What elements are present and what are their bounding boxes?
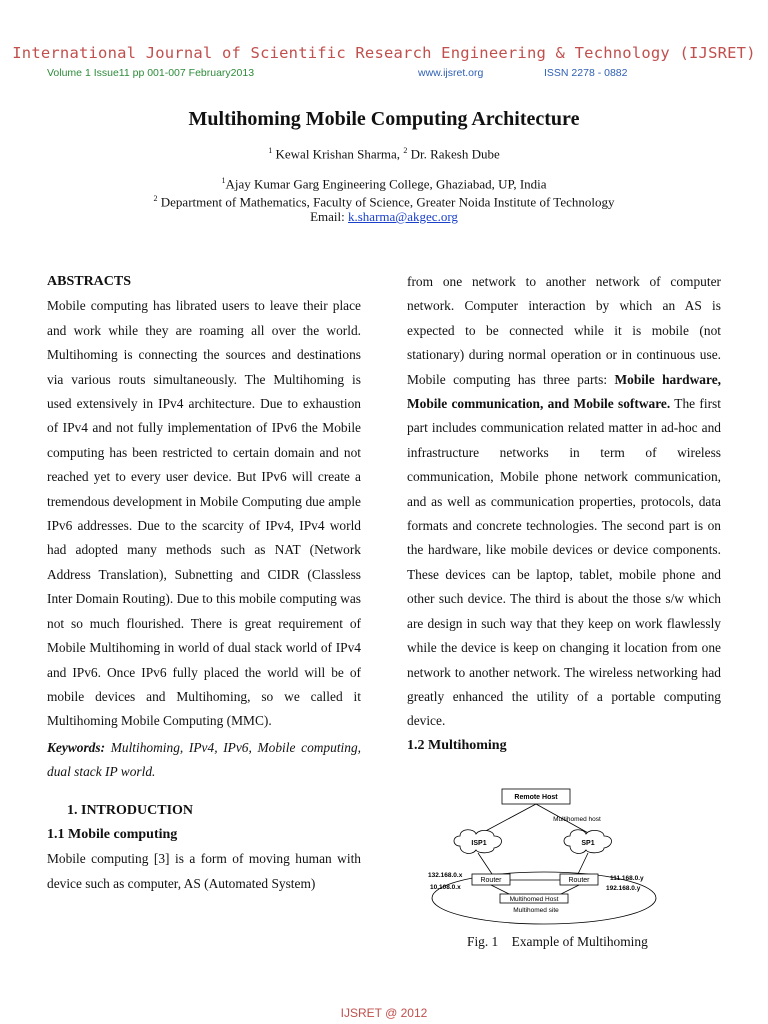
paper-title: Multihoming Mobile Computing Architecture [188, 108, 580, 130]
ip-right-top: 111.168.0.y [610, 875, 644, 882]
abstract-heading: ABSTRACTS [47, 274, 132, 289]
subsection-heading-multihoming: 1.2 Multihoming [407, 737, 507, 753]
right-paragraph [407, 270, 721, 734]
intro-text: Mobile computing [3] is a form of moving human with device such as computer, AS (Automated System) [47, 851, 361, 891]
subsection-heading-mobile-computing: 1.1 Mobile computing [47, 826, 178, 842]
email-label: Email: [310, 209, 345, 224]
link-isp1-router [478, 853, 492, 874]
author1-sup: 1 [268, 146, 273, 155]
affil2-text: Department of Mathematics, Faculty of Science, Greater Noida Institute of Technology [160, 194, 615, 210]
author1: Kewal Krishan Sharma, [275, 146, 401, 162]
keywords-text: Multihoming, IPv4, IPv6, Mobile computing, dual stack IP world. [47, 739, 361, 780]
isp1-label: ISP1 [471, 840, 487, 847]
email-line [0, 209, 768, 225]
router-right-label: Router [568, 877, 590, 884]
multihoming-diagram [422, 786, 674, 926]
right-text-a: from one network to another network of computer network. Computer interaction by which an AS is expected to be connected while it is mobile (not stationary) during normal operation or in continuous use. Mobile computing has three parts: [407, 274, 721, 387]
affil2-sup: 2 [153, 194, 158, 203]
journal-title: International Journal of Scientific Research Engineering & Technology (IJSRET) [12, 44, 756, 62]
author2: Dr. Rakesh Dube [410, 146, 500, 162]
keywords-paragraph [47, 736, 361, 785]
left-column [47, 270, 361, 896]
sp1-label: SP1 [581, 840, 595, 847]
keywords-label: Keywords: [47, 739, 106, 755]
multihomed-host-label: Multihomed host [553, 816, 601, 823]
author2-sup: 2 [403, 146, 408, 155]
journal-issn: ISSN 2278 - 0882 [544, 67, 628, 79]
right-column [407, 270, 721, 758]
right-bold-parts: Mobile hardware, Mobile communication, and Mobile software. [407, 371, 721, 412]
journal-url[interactable]: www.ijsret.org [418, 67, 484, 79]
figure-caption-text: Example of Multihoming [511, 934, 648, 949]
affiliation-2 [0, 194, 768, 210]
affil1-sup: 1 [221, 176, 226, 185]
multihomed-host-box-label: Multihomed Host [509, 896, 559, 903]
email-link[interactable]: k.sharma@akgec.org [348, 209, 458, 224]
router-left-label: Router [480, 877, 502, 884]
link-remote-isp1 [480, 804, 536, 834]
intro-heading: 1. INTRODUCTION [67, 802, 194, 818]
right-text-b: The first part includes communication related matter in ad-hoc and infrastructure networks in term of wireless communication, Mobile phone network communication, and as well as communication properties, protocols, data formats and concrete technologies. The second part is on the hardware, like mobile devices or device components. These devices can be laptop, tablet, mobile phone and other such device. The third is about the those s/w which are design in such way that they keep on work flawlessly while the device is keep on changing it location from one network to another network. The wireless networking had greatly enhanced the utility of a portable computing device. [407, 396, 721, 729]
affil1-text: Ajay Kumar Garg Engineering College, Ghaziabad, UP, India [225, 176, 547, 192]
multihomed-site-label: Multihomed site [513, 907, 559, 914]
author-line [0, 146, 768, 162]
abstract-text: Mobile computing has librated users to leave their place and work while they are roaming all over the world. Multihoming is connecting the sources and destinations via various routs simultaneously. The Multihoming is used extensively in IPv4 architecture. Due to exhaustion of IPv4 and not fully implementation of IPv6 the Mobile computing has been restricted to certain domain and not reached yet to every user device. But IPv6 will create a tremendous development in Mobile Computing due ample IPv6 addresses. Due to the scarcity of IPv4, IPv4 world had adopted many methods such as NAT (Network Address Translation), Subnetting and CIDR (Classless Inter Domain Routing). Due to this mobile computing was not so much flourished. There is great requirement of Mobile Multihoming in world of dual stack world of IPv4 and IPv6. Once IPv6 fully placed the world will be of mobile devices and Multihoming, so we called it Multihoming Mobile Computing (MMC). [47, 298, 361, 729]
figure-caption-number: Fig. 1 [467, 934, 499, 949]
remote-host-label: Remote Host [514, 794, 558, 801]
page-footer: IJSRET @ 2012 [340, 1006, 428, 1020]
figure-caption [467, 934, 648, 950]
affiliation-1 [0, 176, 768, 192]
ip-left-top: 132.168.0.x [428, 872, 463, 879]
ip-right-bottom: 192.168.0.y [606, 885, 641, 892]
link-sp1-router [578, 853, 588, 874]
ip-left-bottom: 10.108.0.x [430, 884, 461, 891]
journal-volume-info: Volume 1 Issue11 pp 001-007 February2013 [47, 67, 255, 79]
